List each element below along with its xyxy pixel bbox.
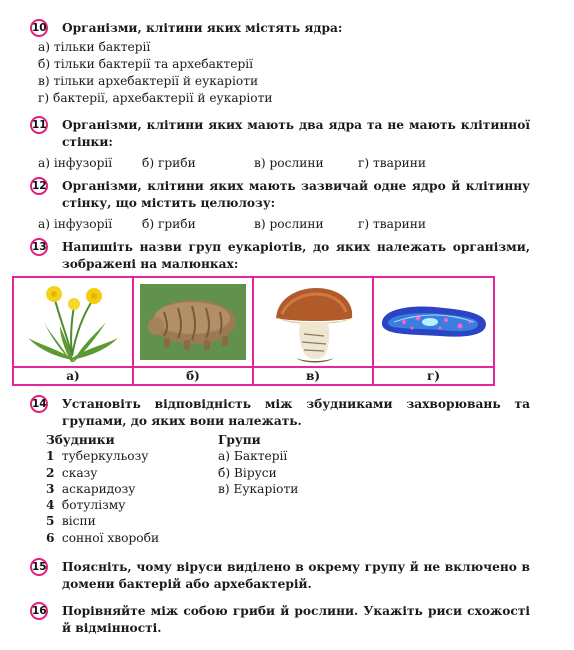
pathogen-item: 4 ботулізму [46, 498, 126, 513]
option: в) тільки архебактерії й еукаріоти [38, 74, 259, 88]
mushroom-image [254, 278, 372, 366]
paramecium-image [374, 278, 492, 366]
image-cell-a [14, 278, 134, 366]
option: а) інфузорії [38, 217, 113, 231]
option: б) гриби [142, 156, 196, 170]
question-text: Організми, клітини яких мають два ядра та не мають клітинної стінки: [62, 118, 530, 149]
column-header: Групи [218, 433, 261, 447]
pathogen-item: 5 віспи [46, 514, 96, 529]
tardigrade-image [134, 278, 252, 366]
option: г) бактерії, архебактерії й еукаріоти [38, 91, 273, 105]
group-item: в) Еукаріоти [218, 481, 299, 496]
option: в) рослини [254, 156, 324, 170]
pathogen-item: 6 сонної хвороби [46, 530, 160, 545]
question-16 [30, 603, 530, 637]
question-text: Порівняйте між собою гриби й рослини. Укажіть риси схожості й відмінності. [62, 604, 530, 635]
image-label: г) [374, 366, 493, 384]
question-number-badge: 12 [30, 177, 48, 195]
question-number-badge: 10 [30, 19, 48, 37]
dandelion-image [14, 278, 132, 366]
option: г) тварини [358, 217, 427, 231]
question-number-badge: 16 [30, 602, 48, 620]
option: в) рослини [254, 217, 324, 231]
image-label: в) [254, 366, 374, 384]
pathogen-item: 3 аскаридозу [46, 481, 136, 496]
image-cell-b [134, 278, 254, 366]
pathogen-item: 1 туберкульозу [46, 449, 149, 464]
image-cell-d [374, 278, 493, 366]
question-12 [30, 178, 530, 212]
pathogens-column [46, 432, 159, 546]
question-number-badge: 14 [30, 395, 48, 413]
question-11 [30, 117, 530, 151]
question-number-badge: 13 [30, 238, 48, 256]
image-label: б) [134, 366, 254, 384]
image-label: а) [14, 366, 134, 384]
question-14 [30, 396, 530, 430]
group-item: а) Бактерії [218, 449, 288, 464]
groups-column [218, 432, 298, 497]
question-text: Організми, клітини яких містять ядра: [62, 21, 343, 35]
option: г) тварини [358, 156, 427, 170]
pathogen-item: 2 сказу [46, 465, 98, 480]
question-text: Поясніть, чому віруси виділено в окрему групу й не включено в домени бактерій або архебактерій. [62, 560, 530, 591]
column-header: Збудники [46, 433, 115, 447]
option: б) гриби [142, 217, 196, 231]
question-text: Напишіть назви груп еукаріотів, до яких належать організми, зображені на малюнках: [62, 240, 530, 271]
option: а) тільки бактерії [38, 40, 151, 54]
image-cell-c [254, 278, 374, 366]
question-text: Установіть відповідність між збудниками захворювань та групами, до яких вони належать. [62, 397, 530, 428]
question-number-badge: 15 [30, 558, 48, 576]
question-10 [30, 20, 530, 37]
question-15 [30, 559, 530, 593]
group-item: б) Віруси [218, 465, 277, 480]
image-table [12, 276, 495, 386]
question-text: Організми, клітини яких мають зазвичай одне ядро й клітинну стінку, що містить целюлозу: [62, 179, 530, 210]
option: б) тільки бактерії та архебактерії [38, 57, 254, 71]
question-number-badge: 11 [30, 116, 48, 134]
question-13 [30, 239, 530, 273]
option: а) інфузорії [38, 156, 113, 170]
